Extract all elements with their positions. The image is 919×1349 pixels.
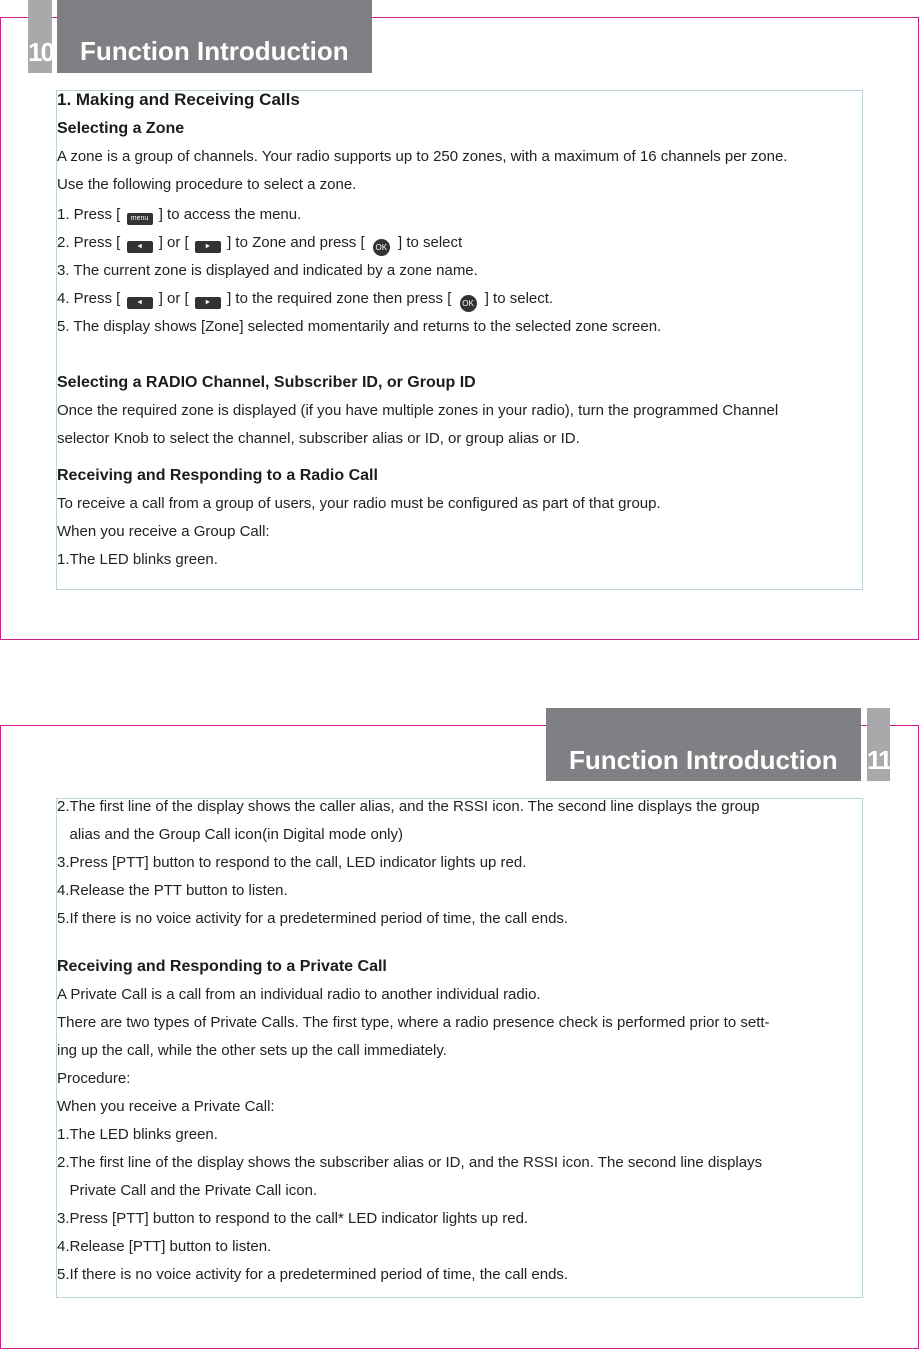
private-line-1: A Private Call is a call from an individual radio to another individual radio. — [57, 986, 541, 1003]
step-4 — [57, 290, 553, 312]
private-line-3: ing up the call, while the other sets up the call immediately. — [57, 1042, 447, 1059]
menu-key-icon: menu — [127, 213, 153, 225]
step1-text-a: 1. Press [ — [57, 206, 121, 223]
receive-text-3: 1.The LED blinks green. — [57, 551, 218, 568]
step2-text-c: ] to Zone and press [ — [227, 234, 365, 251]
channel-text-1: Once the required zone is displayed (if you have multiple zones in your radio), turn the programmed Channel — [57, 402, 779, 419]
private-line-4: Procedure: — [57, 1070, 131, 1087]
group-line-1: 2.The first line of the display shows the caller alias, and the RSSI icon. The second line displays the group — [57, 798, 760, 815]
left-key-icon: ◄ — [127, 297, 153, 309]
right-key-icon: ► — [195, 297, 221, 309]
step4-text-b: ] or [ — [158, 290, 189, 307]
step-2 — [57, 234, 462, 256]
section-title: 1. Making and Receiving Calls — [57, 90, 300, 109]
private-line-7: 2.The first line of the display shows the subscriber alias or ID, and the RSSI icon. The second line displays — [57, 1154, 763, 1171]
group-line-3: 3.Press [PTT] button to respond to the call, LED indicator lights up red. — [57, 854, 527, 871]
private-line-9: 3.Press [PTT] button to respond to the call* LED indicator lights up red. — [57, 1210, 529, 1227]
page-number-top: 10 — [28, 0, 52, 73]
zone-intro-2: Use the following procedure to select a zone. — [57, 176, 357, 193]
receive-text-1: To receive a call from a group of users, your radio must be configured as part of that group. — [57, 495, 661, 512]
subheading-zone: Selecting a Zone — [57, 120, 185, 137]
receive-text-2: When you receive a Group Call: — [57, 523, 270, 540]
step-1 — [57, 206, 301, 225]
ok-key-icon: OK — [460, 295, 477, 312]
header-title-top: Function Introduction — [57, 0, 372, 73]
step-5: 5. The display shows [Zone] selected momentarily and returns to the selected zone screen. — [57, 318, 662, 335]
step1-text-b: ] to access the menu. — [158, 206, 302, 223]
private-line-6: 1.The LED blinks green. — [57, 1126, 218, 1143]
page-number-bottom: 11 — [867, 708, 890, 781]
group-line-4: 4.Release the PTT button to listen. — [57, 882, 288, 899]
channel-text-2: selector Knob to select the channel, subscriber alias or ID, or group alias or ID. — [57, 430, 580, 447]
group-line-5: 5.If there is no voice activity for a predetermined period of time, the call ends. — [57, 910, 569, 927]
step-3: 3. The current zone is displayed and indicated by a zone name. — [57, 262, 478, 279]
private-line-2: There are two types of Private Calls. The first type, where a radio presence check is performed prior to sett- — [57, 1014, 770, 1031]
subheading-receive: Receiving and Responding to a Radio Call — [57, 467, 378, 484]
zone-intro-1: A zone is a group of channels. Your radio supports up to 250 zones, with a maximum of 16 channels per zone. — [57, 148, 788, 165]
step4-text-a: 4. Press [ — [57, 290, 121, 307]
subheading-private: Receiving and Responding to a Private Call — [57, 958, 387, 975]
step2-text-a: 2. Press [ — [57, 234, 121, 251]
step4-text-c: ] to the required zone then press [ — [227, 290, 452, 307]
step2-text-d: ] to select — [397, 234, 463, 251]
left-key-icon: ◄ — [127, 241, 153, 253]
private-line-10: 4.Release [PTT] button to listen. — [57, 1238, 272, 1255]
subheading-channel: Selecting a RADIO Channel, Subscriber ID, or Group ID — [57, 374, 476, 391]
private-line-5: When you receive a Private Call: — [57, 1098, 275, 1115]
step4-text-d: ] to select. — [484, 290, 554, 307]
ok-key-icon: OK — [373, 239, 390, 256]
private-line-8: Private Call and the Private Call icon. — [57, 1182, 318, 1199]
group-line-2: alias and the Group Call icon(in Digital mode only) — [57, 826, 404, 843]
right-key-icon: ► — [195, 241, 221, 253]
private-line-11: 5.If there is no voice activity for a predetermined period of time, the call ends. — [57, 1266, 569, 1283]
header-title-bottom: Function Introduction — [546, 708, 861, 781]
step2-text-b: ] or [ — [158, 234, 189, 251]
